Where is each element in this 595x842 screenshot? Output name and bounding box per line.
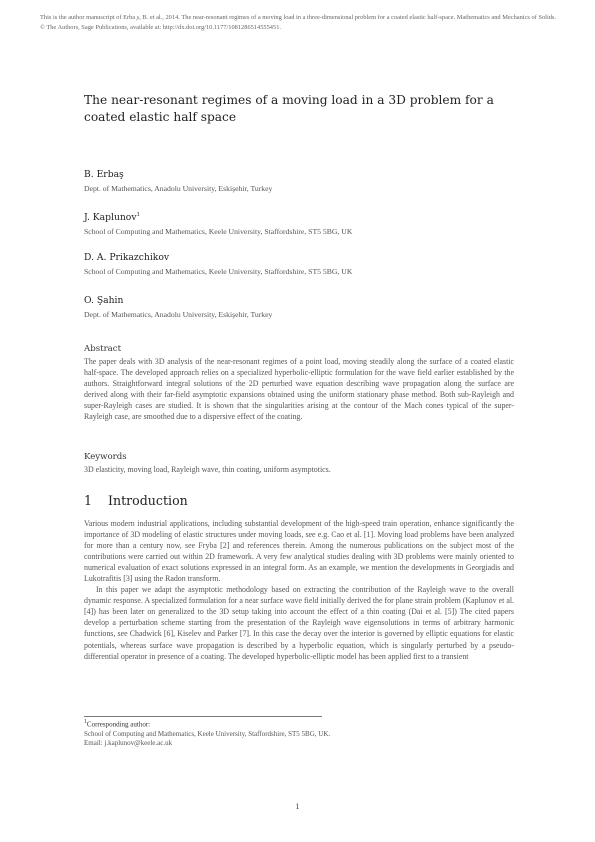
- author-block: [84, 252, 524, 277]
- page-number: 1: [295, 802, 300, 811]
- introduction-body: [84, 518, 514, 662]
- author-affiliation: School of Computing and Mathematics, Keele University, Staffordshire, ST5 5BG, UK: [84, 267, 353, 276]
- author-name: O. Şahin: [84, 295, 124, 306]
- footnote: [84, 718, 514, 749]
- author-affiliation: School of Computing and Mathematics, Keele University, Staffordshire, ST5 5BG, UK: [84, 227, 353, 237]
- author-affiliation: Dept. of Mathematics, Anadolu University, Eskişehir, Turkey: [84, 184, 273, 193]
- footnote-mark: 1: [84, 719, 87, 725]
- keywords-heading: Keywords: [84, 452, 127, 462]
- paragraph: Various modern industrial applications, including substantial development of the high-speed train operation, enhance significantly the importance of 3D modeling of elastic structures under moving loads, see e.g. Cao et al. [1]. Moving load problems have been analyzed for more than a century now, see Fryba [2] and references therein. Among the numerous publications on the subject most of the contributions were carried out within 2D framework. A very few analytical studies dealing with 3D problems were mainly oriented to numerical evaluation of exact solutions expressed in an integral form. As an example, we mention the developments in Georgiadis and Lukotrafitis [3] using the Radon transform.: [84, 519, 514, 584]
- author-block: [84, 295, 524, 320]
- section-heading: [84, 493, 188, 508]
- author-name: D. A. Prikazchikov: [84, 252, 170, 263]
- paper-title: The near-resonant regimes of a moving load in a 3D problem for a coated elastic half space: [84, 93, 494, 124]
- paragraph: In this paper we adapt the asymptotic methodology based on extracting the contribution of the Rayleigh wave to the overall dynamic response. A specialized formulation for a near surface wave field initially derived the for plane strain problem (Kaplunov et al. [4]) has been later on generalized to the 3D setup taking into account the effect of a thin coating (Dai et al. [5]) The cited papers develop a perturbation scheme starting from the presentation of the Rayleigh wave eigensolutions in terms of arbitrary harmonic functions, see Chadwick [6], Kiselev and Parker [7]. In this case the decay over the interior is governed by elliptic equations for elastic potentials, whereas surface wave propagation is described by a hyperbolic equation, which is singularly perturbed by a pseudo-differential operator in presence of a coating. The developed hyperbolic-elliptic model has been applied first to a transient: [84, 585, 514, 661]
- keywords-section: [84, 452, 514, 475]
- section-number: 1: [84, 493, 93, 508]
- footnote-mark: 1: [136, 212, 141, 218]
- author-name: B. Erbaş: [84, 169, 124, 180]
- abstract-heading: Abstract: [84, 344, 122, 354]
- abstract-text: The paper deals with 3D analysis of the near-resonant regimes of a point load, moving steadily along the surface of a coated elastic half-space. The developed approach relies on a specialized hyperbolic-elliptic formulation for the wave field earlier established by the authors. Straightforward integral solutions of the 2D perturbed wave equation describing wave propagation along the surface are derived along with their far-field asymptotic expansions obtained using the uniform stationary phase method. Both sub-Rayleigh and super-Rayleigh cases are studied. It is shown that the singularities arising at the contour of the Mach cones typical of the super-Rayleigh case, are smoothed due to a dispersive effect of the coating.: [84, 357, 514, 422]
- manuscript-header-note: This is the author manuscript of Erba ̧s, B. et al., 2014. The near-resonant regimes of a moving load in a three-dimensional problem for a coated elastic half-space. Mathematics and Mechanics of Solids. © The Authors, Sage Publications, available at: http://dx.doi.org/10.1177/1081286514555451.: [40, 14, 556, 31]
- footnote-heading: $^1$Corresponding author:: [84, 719, 151, 729]
- section-title-text: Introduction: [108, 493, 188, 508]
- author-block: [84, 209, 524, 237]
- footnote-email: Email: j.kaplunov@keele.ac.uk: [84, 739, 173, 748]
- author-name: J. Kaplunov$^1$: [84, 212, 141, 224]
- footnote-address: School of Computing and Mathematics, Keele University, Staffordshire, ST5 5BG, UK.: [84, 729, 331, 738]
- author-block: [84, 169, 524, 194]
- abstract-section: [84, 344, 514, 423]
- keywords-text: 3D elasticity, moving load, Rayleigh wave, thin coating, uniform asymptotics.: [84, 465, 331, 474]
- author-affiliation: Dept. of Mathematics, Anadolu University, Eskişehir, Turkey: [84, 310, 273, 319]
- footnote-divider: [84, 716, 322, 717]
